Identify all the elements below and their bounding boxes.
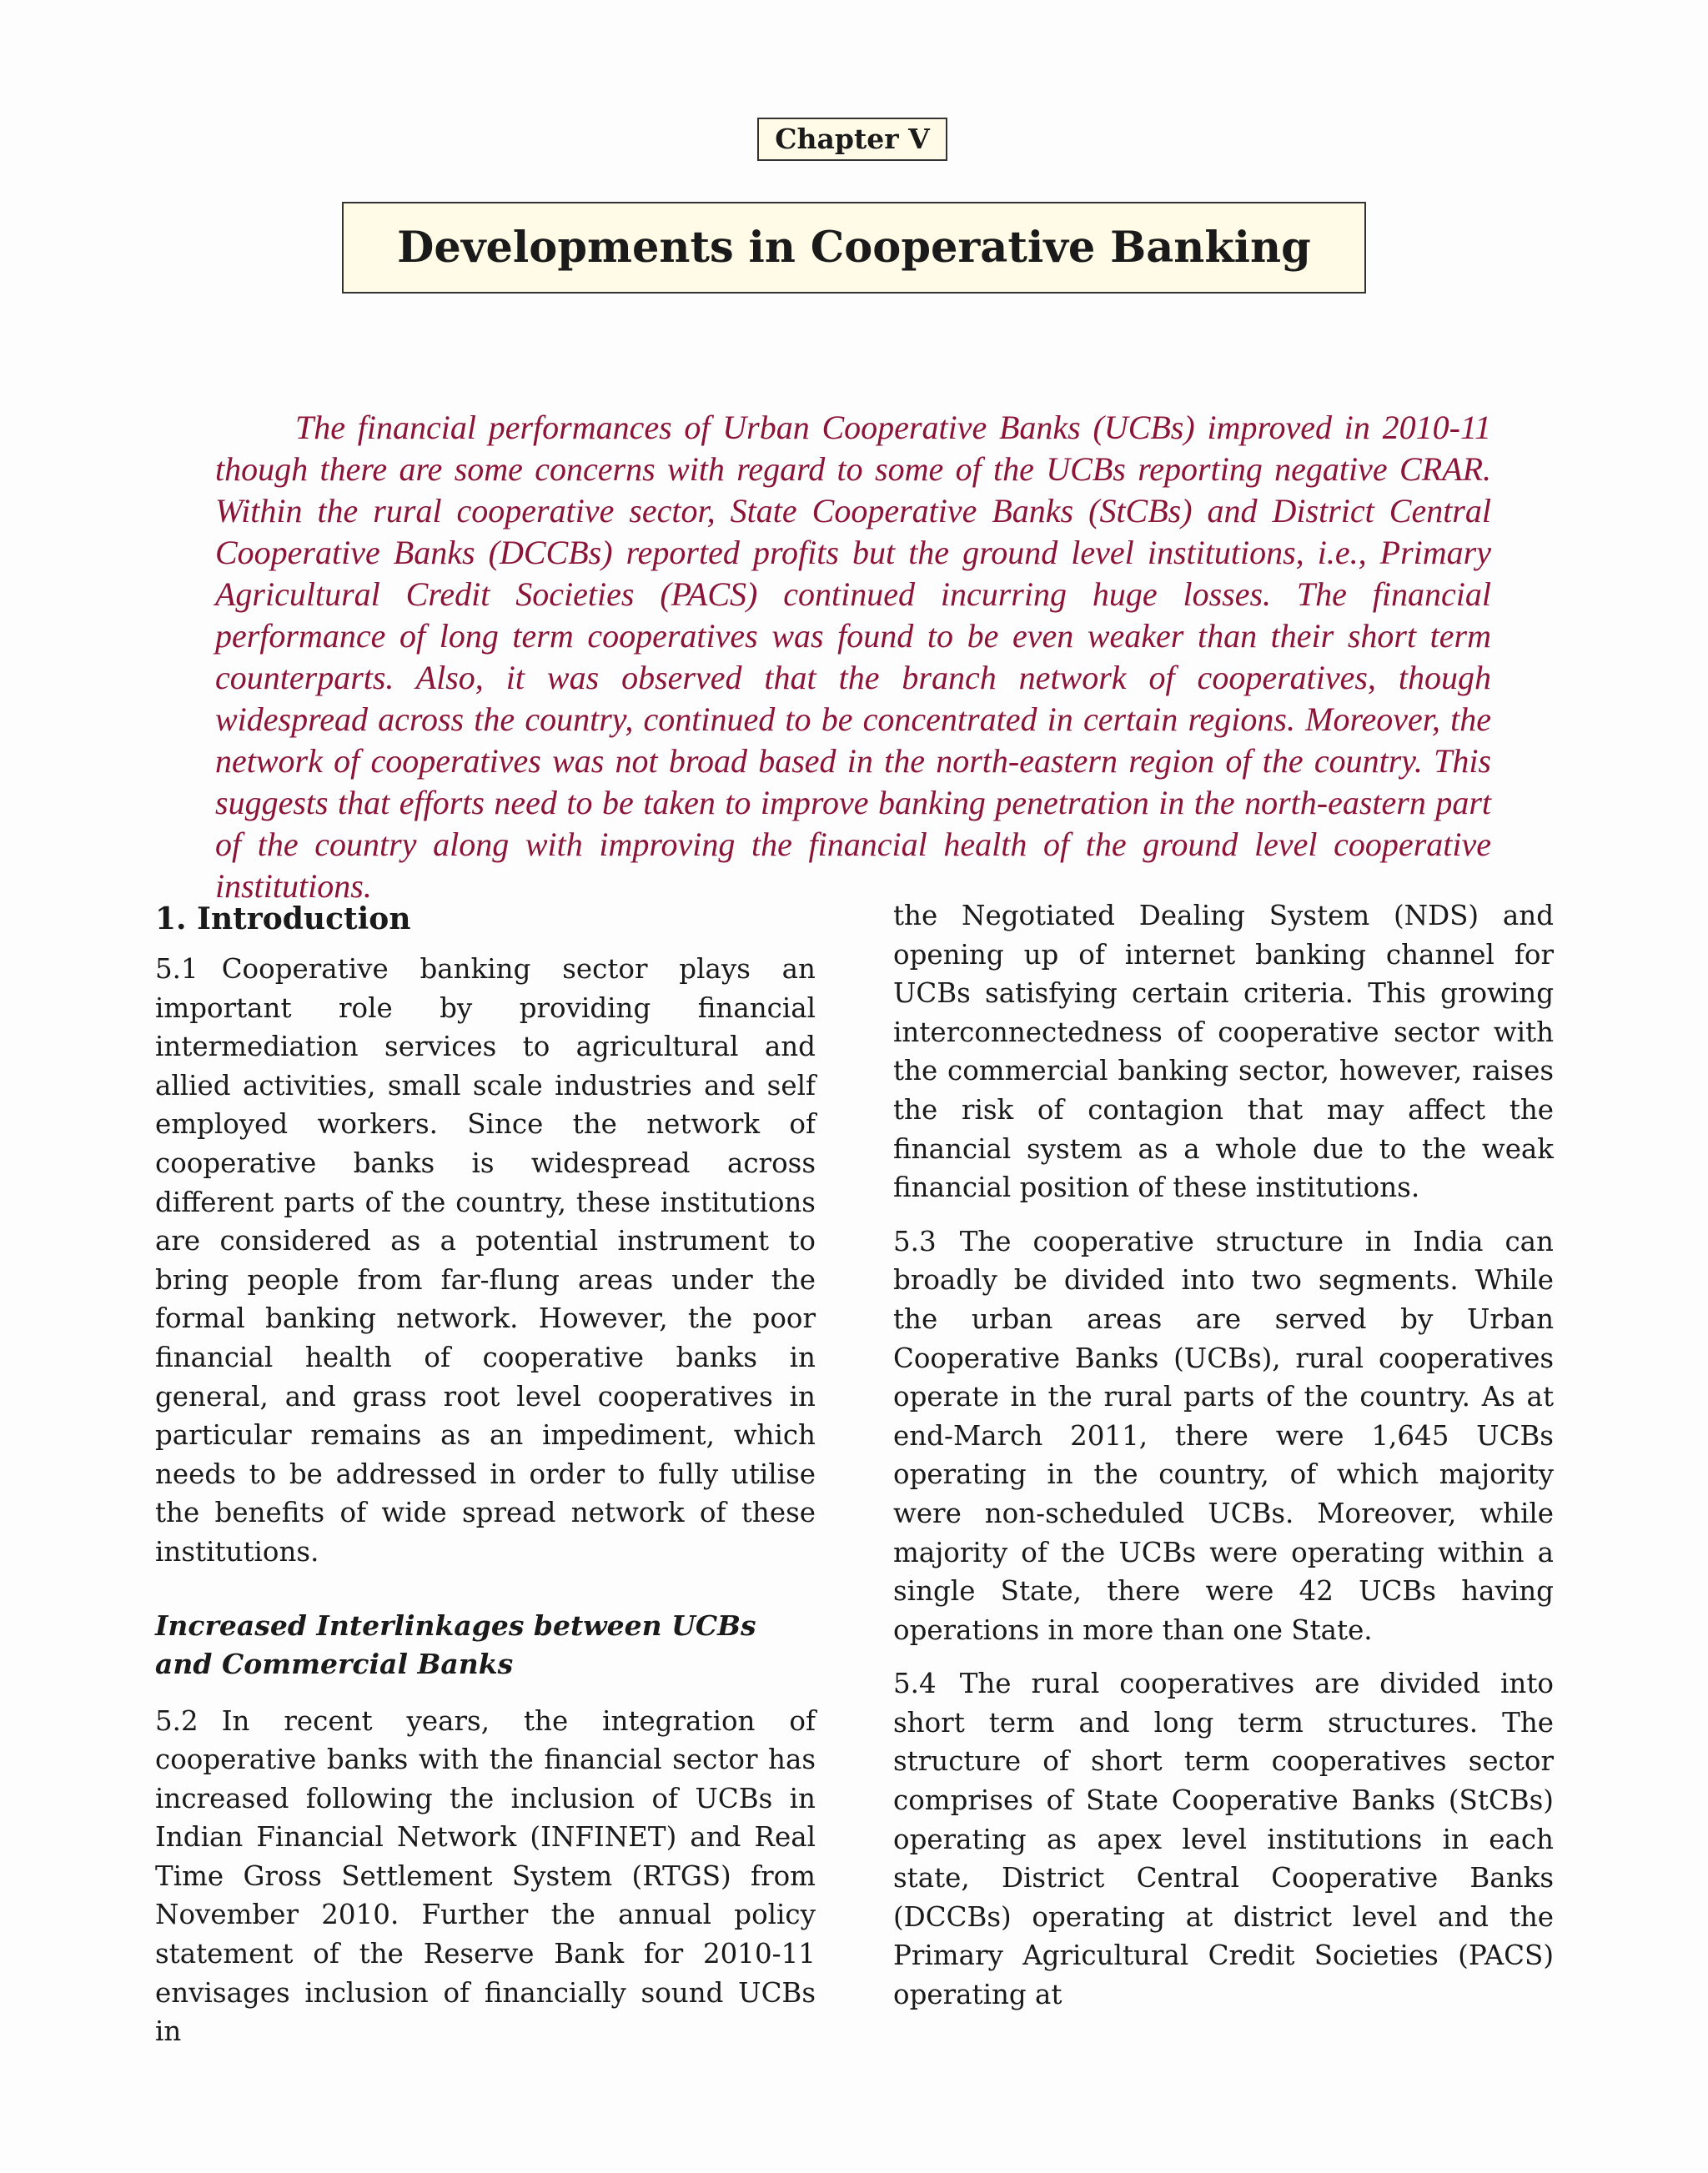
paragraph-5-2-continued: the Negotiated Dealing System (NDS) and opening up of internet banking channel for UCBs satisfying certain criteria. This growing interconnectedness of cooperative sector with the commercial banking sector, however, raises the risk of contagion that may affect the financial system as a whole due to the weak financial position of these institutions.	[893, 900, 1554, 1204]
paragraph-number: 5.3	[893, 1225, 937, 1257]
chapter-abstract: The financial performances of Urban Cooperative Banks (UCBs) improved in 2010-11 though there are some concerns with regard to some of the UCBs reporting negative CRAR. Within the rural cooperative sector, State Cooperative Banks (StCBs) and District Central Cooperative Banks (DCCBs) reported profits but the ground level institutions, i.e., Primary Agricultural Credit Societies (PACS) continued incurring huge losses. The financial performance of long term cooperatives was found to be even weaker than their short term counterparts. Also, it was observed that the branch network of cooperatives, though widespread across the country, continued to be concentrated in certain regions. Moreover, the network of cooperatives was not broad based in the north-eastern region of the country. This suggests that efforts need to be taken to improve banking penetration in the north-eastern part of the country along with improving the financial health of the ground level cooperative institutions.	[215, 409, 1491, 905]
chapter-label: Chapter V	[757, 118, 947, 161]
paragraph-text: The rural cooperatives are divided into short term and long term structures. The structure of short term cooperatives sector comprises of State Cooperative Banks (StCBs) operating as apex level institutions in each state, District Central Cooperative Banks (DCCBs) operating at district level and the Primary Agricultural Credit Societies (PACS) operating at	[893, 1668, 1554, 2011]
paragraph-number: 5.1	[155, 953, 198, 985]
paragraph-text: Cooperative banking sector plays an important role by providing financial intermediation services to agricultural and allied activities, small scale industries and self employed workers. Since the network of cooperative banks is widespread across different parts of the country, these institutions are considered as a potential instrument to bring people from far-flung areas under the formal banking network. However, the poor financial health of cooperative banks in general, and grass root level cooperatives in particular remains as an impediment, which needs to be addressed in order to fully utilise the benefits of wide spread network of these institutions.	[155, 953, 816, 1568]
subsection-heading-interlinkages: Increased Interlinkages between UCBs and Commercial Banks	[155, 1608, 756, 1680]
paragraph-5-2	[155, 1702, 816, 2051]
paragraph-text: In recent years, the integration of cooperative banks with the financial sector has increased following the inclusion of UCBs in Indian Financial Network (INFINET) and Real Time Gross Settlement System (RTGS) from November 2010. Further the annual policy statement of the Reserve Bank for 2010-11 envisages inclusion of financially sound UCBs in	[155, 1704, 816, 2048]
paragraph-number: 5.2	[155, 1704, 198, 1737]
right-column	[893, 896, 1554, 2030]
paragraph-5-1	[155, 950, 816, 1572]
paragraph-5-3	[893, 1222, 1554, 1650]
paragraph-5-4	[893, 1664, 1554, 2014]
section-heading-introduction: 1. Introduction	[155, 901, 411, 936]
chapter-title: Developments in Cooperative Banking	[342, 202, 1366, 294]
left-column	[155, 896, 816, 2066]
paragraph-number: 5.4	[893, 1668, 937, 1700]
paragraph-text: The cooperative structure in India can broadly be divided into two segments. While the urban areas are served by Urban Cooperative Banks (UCBs), rural cooperatives operate in the rural parts of the country. As at end-March 2011, there were 1,645 UCBs operating in the country, of which majority were non-scheduled UCBs. Moreover, while majority of the UCBs were operating within a single State, there were 42 UCBs having operations in more than one State.	[893, 1225, 1554, 1646]
